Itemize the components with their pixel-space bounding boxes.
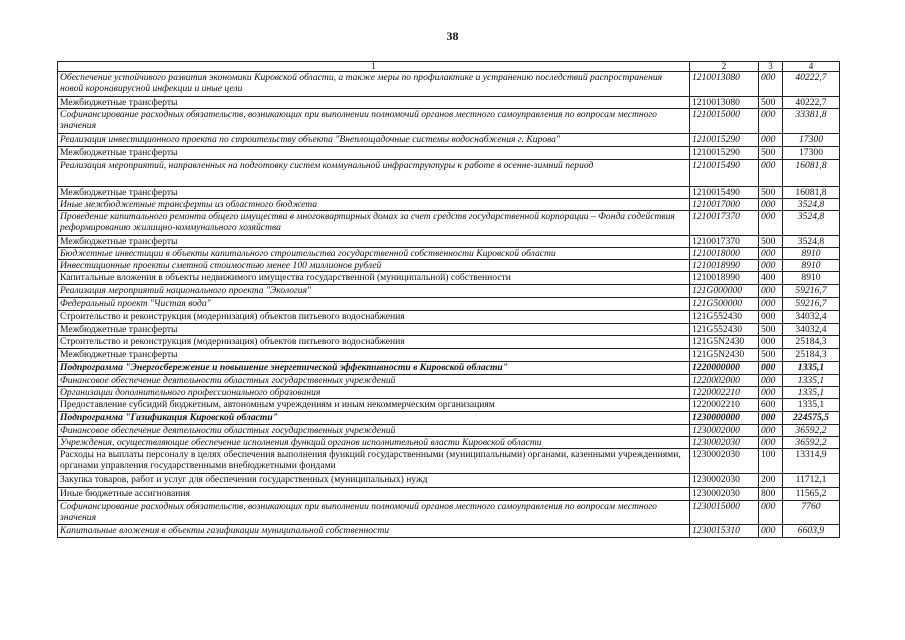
row-code: 121G500000	[690, 298, 759, 311]
row-type: 000	[759, 160, 783, 187]
row-code: 1230002000	[690, 425, 759, 437]
table-row	[58, 437, 840, 449]
row-amount: 1335,1	[783, 375, 840, 387]
table-row	[58, 109, 840, 134]
row-description: Строительство и реконструкция (модернизация) объектов питьевого водоснабжения	[58, 311, 690, 324]
row-description: Межбюджетные трансферты	[58, 147, 690, 160]
row-amount: 1335,1	[783, 387, 840, 399]
row-amount: 7760	[783, 501, 840, 525]
row-code: 1220000000	[690, 362, 759, 375]
row-code: 121G000000	[690, 285, 759, 298]
table-row	[58, 501, 840, 525]
row-code: 1210015000	[690, 109, 759, 134]
row-description: Закупка товаров, работ и услуг для обеспечения государственных (муниципальных) нужд	[58, 474, 690, 488]
row-amount: 8910	[783, 260, 840, 272]
row-type: 000	[759, 248, 783, 260]
row-amount: 1335,1	[783, 399, 840, 412]
row-code: 1230000000	[690, 412, 759, 425]
row-code: 121G5N2430	[690, 349, 759, 362]
row-type: 000	[759, 362, 783, 375]
budget-table	[57, 61, 840, 538]
row-amount: 59216,7	[783, 298, 840, 311]
table-row	[58, 72, 840, 97]
row-amount: 40222,7	[783, 72, 840, 97]
table-row	[58, 399, 840, 412]
row-type: 000	[759, 211, 783, 236]
table-row	[58, 187, 840, 199]
row-description: Реализация инвестиционного проекта по строительству объекта "Внеплощадочные системы водоснабжения г. Кирова"	[58, 134, 690, 147]
row-description: Бюджетные инвестиции в объекты капитального строительства государственной собственности Кировской области	[58, 248, 690, 260]
row-code: 1210017000	[690, 199, 759, 211]
row-amount: 40222,7	[783, 97, 840, 109]
row-description: Межбюджетные трансферты	[58, 349, 690, 362]
row-description: Межбюджетные трансферты	[58, 187, 690, 199]
row-type: 000	[759, 298, 783, 311]
row-description: Софинансирование расходных обязательств, возникающих при выполнении полномочий органов местного самоуправления по вопросам местного значения	[58, 109, 690, 134]
row-code: 1210017370	[690, 236, 759, 248]
row-code: 1210018990	[690, 260, 759, 272]
row-type: 500	[759, 97, 783, 109]
table-row	[58, 147, 840, 160]
row-type: 000	[759, 72, 783, 97]
row-code: 1210015290	[690, 134, 759, 147]
row-type: 400	[759, 272, 783, 285]
row-type: 000	[759, 109, 783, 134]
row-description: Финансовое обеспечение деятельности областных государственных учреждений	[58, 425, 690, 437]
row-amount: 6603,9	[783, 525, 840, 538]
table-row	[58, 298, 840, 311]
row-description: Строительство и реконструкция (модернизация) объектов питьевого водоснабжения	[58, 336, 690, 349]
row-amount: 25184,3	[783, 349, 840, 362]
row-code: 1210017370	[690, 211, 759, 236]
row-description: Межбюджетные трансферты	[58, 236, 690, 248]
row-type: 000	[759, 501, 783, 525]
header-col-3: 3	[759, 62, 783, 72]
row-description: Финансовое обеспечение деятельности областных государственных учреждений	[58, 375, 690, 387]
table-row	[58, 260, 840, 272]
row-code: 1230002030	[690, 437, 759, 449]
row-code: 1210018990	[690, 272, 759, 285]
row-description: Иные бюджетные ассигнования	[58, 488, 690, 501]
row-amount: 3524,8	[783, 211, 840, 236]
row-amount: 59216,7	[783, 285, 840, 298]
row-description: Реализация мероприятий, направленных на подготовку систем коммунальной инфраструктуры к работе в осенне-зимний период	[58, 160, 690, 187]
row-type: 200	[759, 474, 783, 488]
row-type: 000	[759, 260, 783, 272]
page-number: 38	[446, 29, 459, 43]
row-description: Иные межбюджетные трансферты из областного бюджета	[58, 199, 690, 211]
row-code: 121G5N2430	[690, 336, 759, 349]
row-type: 000	[759, 412, 783, 425]
table-row	[58, 134, 840, 147]
row-type: 600	[759, 399, 783, 412]
row-code: 1210015490	[690, 187, 759, 199]
row-type: 500	[759, 187, 783, 199]
header-col-1: 1	[58, 62, 690, 72]
row-amount: 8910	[783, 248, 840, 260]
row-type: 000	[759, 375, 783, 387]
row-amount: 1335,1	[783, 362, 840, 375]
row-type: 000	[759, 525, 783, 538]
row-code: 1210013080	[690, 97, 759, 109]
row-description: Межбюджетные трансферты	[58, 324, 690, 336]
table-row	[58, 324, 840, 336]
row-type: 000	[759, 387, 783, 399]
table-row	[58, 449, 840, 474]
row-type: 500	[759, 236, 783, 248]
table-body	[58, 72, 840, 538]
table-row	[58, 311, 840, 324]
row-amount: 13314,9	[783, 449, 840, 474]
table-row	[58, 349, 840, 362]
row-type: 000	[759, 285, 783, 298]
row-description: Учреждения, осуществляющие обеспечение исполнения функций органов исполнительной власти Кировской области	[58, 437, 690, 449]
row-code: 1230015310	[690, 525, 759, 538]
row-amount: 17300	[783, 134, 840, 147]
row-amount: 34032,4	[783, 324, 840, 336]
header-col-4: 4	[783, 62, 840, 72]
row-amount: 34032,4	[783, 311, 840, 324]
row-description: Инвестиционные проекты сметной стоимостью менее 100 миллионов рублей	[58, 260, 690, 272]
row-amount: 36592,2	[783, 425, 840, 437]
row-code: 1220002000	[690, 375, 759, 387]
table-row	[58, 211, 840, 236]
table-row	[58, 362, 840, 375]
row-amount: 8910	[783, 272, 840, 285]
row-code: 1230015000	[690, 501, 759, 525]
table-row	[58, 97, 840, 109]
row-type: 500	[759, 349, 783, 362]
row-type: 100	[759, 449, 783, 474]
row-amount: 11712,1	[783, 474, 840, 488]
row-type: 000	[759, 425, 783, 437]
row-description: Обеспечение устойчивого развития экономики Кировской области, а также меры по профилактике и устранению последствий распространения новой коронавирусной инфекции и иные цели	[58, 72, 690, 97]
row-type: 500	[759, 324, 783, 336]
row-code: 1210013080	[690, 72, 759, 97]
row-description: Предоставление субсидий бюджетным, автономным учреждениям и иным некоммерческим организациям	[58, 399, 690, 412]
row-type: 000	[759, 311, 783, 324]
table-row	[58, 336, 840, 349]
table-row	[58, 199, 840, 211]
row-type: 800	[759, 488, 783, 501]
row-description: Реализация мероприятий национального проекта "Экология"	[58, 285, 690, 298]
row-amount: 3524,8	[783, 199, 840, 211]
table-row	[58, 248, 840, 260]
table-row	[58, 412, 840, 425]
table-header-row	[58, 62, 840, 72]
row-description: Капитальные вложения в объекты недвижимого имущества государственной (муниципальной) собственности	[58, 272, 690, 285]
row-amount: 25184,3	[783, 336, 840, 349]
table-row	[58, 236, 840, 248]
row-description: Расходы на выплаты персоналу в целях обеспечения выполнения функций государственными (муниципальными) органами, казенными учреждениями, органами управления государственными внебюджетными фондами	[58, 449, 690, 474]
row-description: Подпрограмма "Энергосбережение и повышение энергетической эффективности в Кировской области"	[58, 362, 690, 375]
row-code: 1220002210	[690, 387, 759, 399]
table-row	[58, 474, 840, 488]
row-amount: 17300	[783, 147, 840, 160]
row-amount: 16081,8	[783, 187, 840, 199]
row-code: 121G552430	[690, 311, 759, 324]
table-row	[58, 272, 840, 285]
row-type: 500	[759, 147, 783, 160]
row-amount: 3524,8	[783, 236, 840, 248]
table-row	[58, 488, 840, 501]
row-code: 1210015290	[690, 147, 759, 160]
row-description: Подпрограмма "Газификация Кировской области"	[58, 412, 690, 425]
row-amount: 33381,8	[783, 109, 840, 134]
row-amount: 11565,2	[783, 488, 840, 501]
row-type: 000	[759, 437, 783, 449]
row-description: Проведение капитального ремонта общего имущества в многоквартирных домах за счет средств государственной корпорации – Фонда содействия реформированию жилищно-коммунального хозяйства	[58, 211, 690, 236]
row-type: 000	[759, 336, 783, 349]
row-code: 1220002210	[690, 399, 759, 412]
table-row	[58, 160, 840, 187]
table-row	[58, 387, 840, 399]
row-type: 000	[759, 199, 783, 211]
row-type: 000	[759, 134, 783, 147]
row-code: 1210015490	[690, 160, 759, 187]
row-code: 1230002030	[690, 474, 759, 488]
row-amount: 16081,8	[783, 160, 840, 187]
row-description: Межбюджетные трансферты	[58, 97, 690, 109]
table-row	[58, 285, 840, 298]
table-row	[58, 425, 840, 437]
row-description: Капитальные вложения в объекты газификации муниципальной собственности	[58, 525, 690, 538]
table-row	[58, 375, 840, 387]
row-code: 1210018000	[690, 248, 759, 260]
table-row	[58, 525, 840, 538]
row-amount: 224575,5	[783, 412, 840, 425]
row-code: 121G552430	[690, 324, 759, 336]
row-description: Организации дополнительного профессионального образования	[58, 387, 690, 399]
row-description: Софинансирование расходных обязательств, возникающих при выполнении полномочий органов местного самоуправления по вопросам местного значения	[58, 501, 690, 525]
header-col-2: 2	[690, 62, 759, 72]
row-code: 1230002030	[690, 449, 759, 474]
row-description: Федеральный проект "Чистая вода"	[58, 298, 690, 311]
row-amount: 36592,2	[783, 437, 840, 449]
row-code: 1230002030	[690, 488, 759, 501]
